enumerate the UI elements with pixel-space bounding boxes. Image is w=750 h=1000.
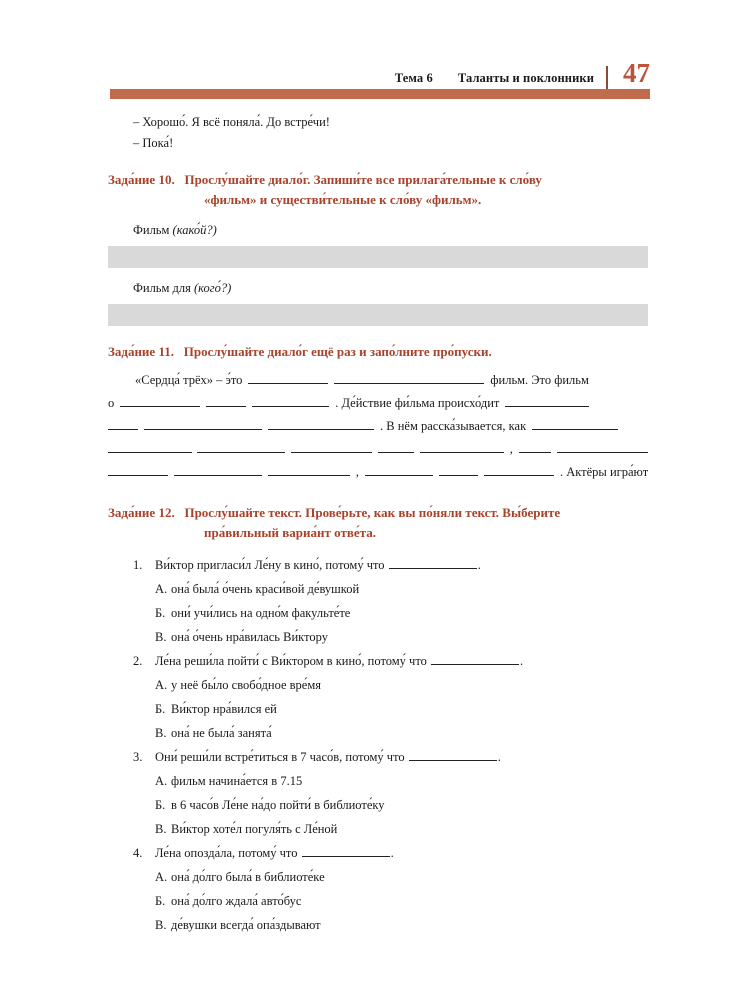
task-11-number: Зада́ние 11. — [108, 344, 174, 359]
question-stem: Ле́на опозда́ла, потому́ что — [155, 846, 301, 860]
question-blank[interactable] — [431, 653, 519, 665]
question-stem: Они́ реши́ли встре́титься в 7 часо́в, потому́ что — [155, 750, 408, 764]
option-text: Ви́ктор нра́вился ей — [171, 702, 277, 716]
option-row[interactable] — [155, 889, 750, 913]
question-stem: Ле́на реши́ла пойти́ с Ви́ктором в кино́, потому́ что — [155, 654, 430, 668]
question-terminator: . — [520, 654, 524, 668]
question-blank[interactable] — [302, 845, 390, 857]
task-10 — [0, 170, 750, 326]
task-11-heading-line1: Прослу́шайте диало́г ещё раз и запо́лните про́пуски. — [183, 344, 492, 359]
fill-blank[interactable] — [174, 464, 262, 476]
fill-blank[interactable] — [248, 372, 328, 384]
fill-blank[interactable] — [108, 441, 192, 453]
question-item — [0, 841, 750, 937]
option-row[interactable] — [155, 601, 750, 625]
fill-blank[interactable] — [532, 418, 618, 430]
header-accent-bar — [110, 89, 650, 99]
fill-text: , — [509, 442, 513, 456]
fill-line — [108, 464, 654, 487]
option-text: они́ учи́лись на одно́м факульте́те — [171, 606, 351, 620]
task-12-heading — [108, 503, 654, 543]
option-text: Ви́ктор хоте́л погуля́ть с Ле́ной — [171, 822, 338, 836]
task-10-heading-line1: Прослу́шайте диало́г. Запиши́те все прилага́тельные к сло́ву — [184, 172, 542, 187]
task-12-number: Зада́ние 12. — [108, 505, 175, 520]
task-10-answer-box-1[interactable] — [108, 246, 648, 268]
page-content — [0, 112, 750, 937]
option-row[interactable] — [155, 697, 750, 721]
option-row[interactable] — [155, 673, 750, 697]
header-topic: Тема 6 — [394, 71, 433, 85]
page-header — [110, 60, 650, 90]
fill-blank[interactable] — [291, 441, 373, 453]
question-terminator: . — [390, 846, 394, 860]
fill-blank[interactable] — [557, 441, 648, 453]
fill-blank[interactable] — [420, 441, 504, 453]
fill-text: . Де́йствие фи́льма происхо́дит — [335, 396, 500, 410]
fill-blank[interactable] — [120, 395, 200, 407]
option-text: она́ не была́ занята́ — [171, 726, 272, 740]
task-10-heading-line2: «фильм» и существи́тельные к сло́ву «фильм». — [204, 192, 482, 207]
option-letter: В. — [155, 822, 167, 836]
task-10-number: Зада́ние 10. — [108, 172, 175, 187]
fill-blank[interactable] — [378, 441, 414, 453]
option-text: она́ о́чень нра́вилась Ви́ктору — [171, 630, 328, 644]
fill-blank[interactable] — [439, 464, 478, 476]
fill-blank[interactable] — [268, 418, 374, 430]
fill-blank[interactable] — [108, 464, 168, 476]
option-text: у неё бы́ло свобо́дное вре́мя — [171, 678, 322, 692]
task-12 — [0, 503, 750, 937]
question-item — [0, 553, 750, 649]
question-row — [133, 745, 750, 769]
fill-blank[interactable] — [197, 441, 285, 453]
option-letter: В. — [155, 726, 167, 740]
question-blank[interactable] — [409, 749, 497, 761]
question-row — [133, 553, 750, 577]
option-letter: А. — [155, 678, 168, 692]
fill-blank[interactable] — [108, 418, 138, 430]
question-item — [0, 649, 750, 745]
fill-blank[interactable] — [365, 464, 433, 476]
fill-text: , — [355, 465, 359, 479]
fill-text: фильм. Это фильм — [490, 373, 589, 387]
option-letter: А. — [155, 582, 168, 596]
fill-line — [108, 395, 654, 418]
task-10-prompt-2-plain: Фильм для — [133, 281, 195, 295]
fill-line — [108, 372, 654, 395]
option-row[interactable] — [155, 769, 750, 793]
fill-line — [108, 418, 654, 441]
dialogue-line: – Пока́! — [133, 136, 174, 150]
option-text: она́ до́лго ждала́ авто́бус — [171, 894, 302, 908]
fill-blank[interactable] — [252, 395, 329, 407]
option-row[interactable] — [155, 913, 750, 937]
dialogue-line: – Хорошо́. Я всё поняла́. До встре́чи! — [133, 115, 330, 129]
question-text — [155, 553, 750, 577]
option-text: де́вушки всегда́ опа́здывают — [171, 918, 321, 932]
question-terminator: . — [497, 750, 501, 764]
fill-blank[interactable] — [334, 372, 484, 384]
question-item — [0, 745, 750, 841]
option-text: она́ была́ о́чень краси́вой де́вушкой — [171, 582, 360, 596]
option-row[interactable] — [155, 793, 750, 817]
fill-blank[interactable] — [519, 441, 551, 453]
option-row[interactable] — [155, 865, 750, 889]
header-row — [110, 60, 650, 90]
task-10-heading — [108, 170, 654, 210]
option-row[interactable] — [155, 625, 750, 649]
question-number: 2. — [133, 654, 143, 668]
task-10-prompt-1-plain: Фильм — [133, 223, 173, 237]
header-title: Таланты и поклонники — [457, 71, 594, 85]
question-text — [155, 745, 750, 769]
option-row[interactable] — [155, 817, 750, 841]
fill-blank[interactable] — [505, 395, 589, 407]
question-text — [155, 841, 750, 865]
task-12-question-list — [0, 553, 750, 937]
option-letter: Б. — [155, 798, 166, 812]
fill-text: «Сердца́ трёх» – э́то — [135, 373, 243, 387]
fill-text: . В нём расска́зывается, как — [380, 419, 527, 433]
task-10-prompt-1 — [133, 220, 750, 240]
option-text: фильм начина́ется в 7.15 — [171, 774, 303, 788]
option-letter: В. — [155, 630, 167, 644]
task-10-prompt-2 — [133, 278, 750, 298]
fill-blank[interactable] — [144, 418, 262, 430]
option-text: она́ до́лго была́ в библиоте́ке — [171, 870, 325, 884]
question-number: 4. — [133, 846, 143, 860]
option-letter: Б. — [155, 894, 166, 908]
fill-blank[interactable] — [206, 395, 246, 407]
question-number: 3. — [133, 750, 143, 764]
question-stem: Ви́ктор пригласи́л Ле́ну в кино́, потому́ что — [155, 558, 388, 572]
task-12-heading-line2: пра́вильный вариа́нт отве́та. — [204, 525, 376, 540]
option-letter: В. — [155, 918, 167, 932]
option-letter: А. — [155, 870, 168, 884]
option-row[interactable] — [155, 721, 750, 745]
dialogue-block — [133, 112, 750, 154]
option-text: в 6 часо́в Ле́не на́до пойти́ в библиоте́ку — [171, 798, 385, 812]
task-11-heading — [108, 342, 654, 362]
task-10-prompt-1-italic: (како́й?) — [172, 223, 217, 237]
question-row — [133, 649, 750, 673]
task-10-prompt-2-italic: (кого́?) — [194, 281, 232, 295]
fill-line — [108, 441, 654, 464]
option-row[interactable] — [155, 577, 750, 601]
page-number: 47 — [623, 58, 650, 88]
question-text — [155, 649, 750, 673]
question-blank[interactable] — [389, 557, 477, 569]
question-row — [133, 841, 750, 865]
option-letter: Б. — [155, 702, 166, 716]
option-letter: А. — [155, 774, 168, 788]
fill-text: . Актёры игра́ют — [559, 465, 649, 479]
task-11 — [0, 342, 750, 487]
fill-blank[interactable] — [484, 464, 554, 476]
question-number: 1. — [133, 558, 143, 572]
task-10-answer-box-2[interactable] — [108, 304, 648, 326]
option-letter: Б. — [155, 606, 166, 620]
fill-text: о — [108, 396, 115, 410]
fill-blank[interactable] — [268, 464, 350, 476]
task-11-fill-paragraph — [108, 372, 654, 487]
question-terminator: . — [477, 558, 481, 572]
task-12-heading-line1: Прослу́шайте текст. Прове́рьте, как вы по́няли текст. Вы́берите — [184, 505, 561, 520]
